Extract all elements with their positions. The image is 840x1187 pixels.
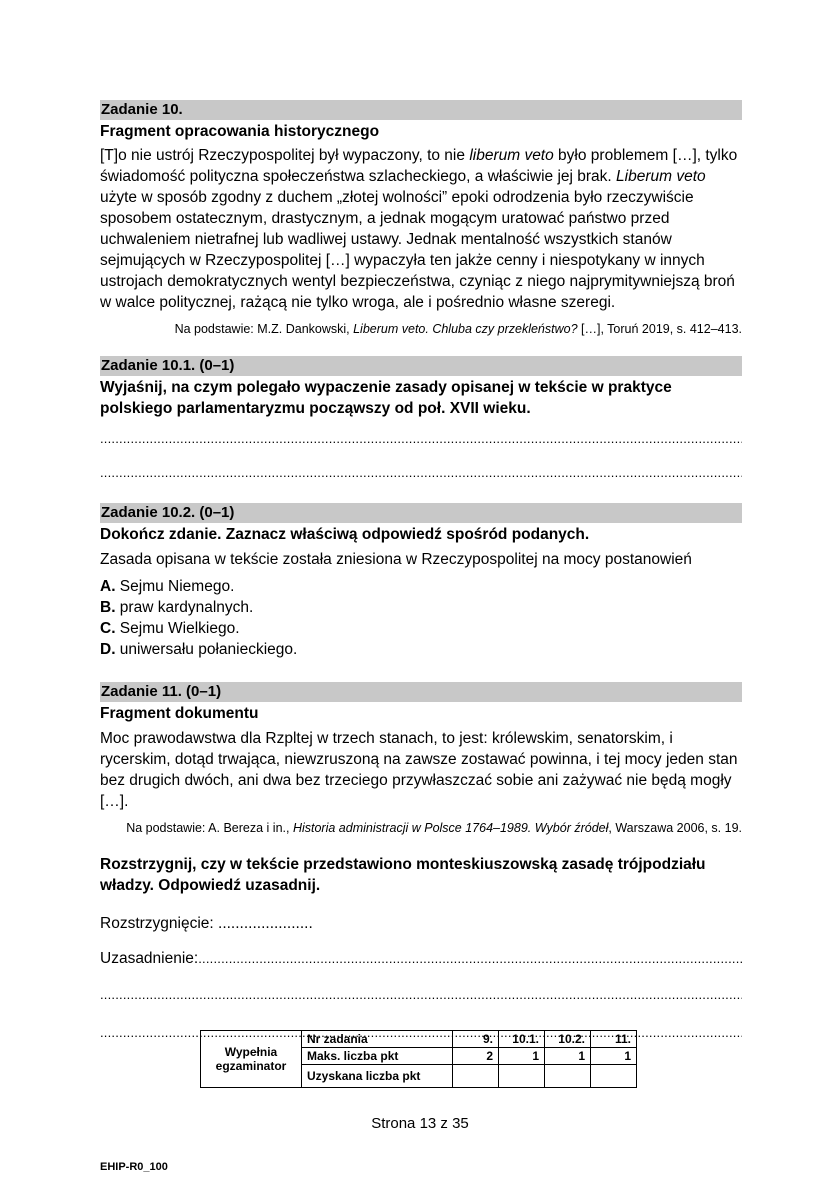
obtained-points-cell[interactable] (545, 1065, 591, 1088)
task10-2-header: Zadanie 10.2. (0–1) (100, 503, 742, 523)
max-points-cell: 2 (453, 1048, 499, 1065)
task10-italic-2: Liberum veto (616, 168, 706, 185)
task11-subtitle: Fragment dokumentu (100, 705, 259, 722)
task10-paragraph (100, 145, 742, 313)
obtained-points-cell[interactable] (499, 1065, 545, 1088)
answer-line[interactable] (100, 465, 742, 481)
task10-source-post: […], Toruń 2019, s. 412–413. (577, 322, 742, 336)
page-number: Strona 13 z 35 (371, 1115, 469, 1132)
answer-line[interactable] (100, 431, 742, 447)
task10-text-2: było problemem […], tylko świadomość polityczna społeczeństwa szlacheckiego, a właściwie jej brak. (100, 147, 738, 185)
task10-text-3: użyte w sposób zgodny z duchem „złotej wolności” epoki odrodzenia było rzeczywiście sposobem ostatecznym, drastycznym, a jednak mogącym uratować państwo przed uchwaleniem nietrafnej lub wadliwej ustawy. Jednak mentalność wszystkich stanów sejmujących w Rzeczypospolitej […] wypaczyła ten jakże cenny i niespotykany w innych ustrojach demokratycznych wentyl bezpieczeństwa, czyniąc z niego najprymitywniejszą broń w walce politycznej, rażącą nie tylko wroga, ale i pośrednio własne szeregi. (100, 189, 735, 311)
task10-subtitle: Fragment opracowania historycznego (100, 123, 380, 140)
task10-1-question: Wyjaśnij, na czym polegało wypaczenie zasady opisanej w tekście w praktyce polskiego parlamentaryzmu począwszy od poł. XVII wieku. (100, 379, 672, 417)
task11-question: Rozstrzygnij, czy w tekście przedstawiono monteskiuszowską zasadę trójpodziału władzy. Odpowiedź uzasadnij. (100, 856, 706, 894)
task11-source-pre: Na podstawie: A. Bereza i in., (126, 821, 293, 835)
obtained-points-cell[interactable] (591, 1065, 637, 1088)
task11-source (100, 820, 742, 836)
max-points-cell: 1 (545, 1048, 591, 1065)
task11-paragraph: Moc prawodawstwa dla Rzpltej w trzech stanach, to jest: królewskim, senatorskim, i rycerskim, dotąd trwająca, niewzruszoną na zawsze zostawać powinna, i tej mocy jeden stan bez drugich dwóch, ani dwa bez trzeciego przywłaszczać sobie ani zażywać nie będą mogły […]. (100, 730, 738, 810)
option-c[interactable]: C. Sejmu Wielkiego. (100, 620, 240, 637)
score-row-max-label: Maks. liczba pkt (302, 1048, 453, 1065)
justification-label: Uzasadnienie: (100, 950, 199, 967)
page-content (100, 100, 742, 1041)
score-table-side-label: Wypełnia egzaminator (201, 1031, 302, 1088)
task11-header: Zadanie 11. (0–1) (100, 682, 742, 702)
decision-label: Rozstrzygnięcie: (100, 915, 219, 932)
task10-source-title: Liberum veto. Chluba czy przekleństwo? (353, 322, 578, 336)
obtained-points-cell[interactable] (453, 1065, 499, 1088)
answer-line[interactable] (100, 987, 742, 1003)
task10-2-instruction: Dokończ zdanie. Zaznacz właściwą odpowiedź spośród podanych. (100, 526, 590, 543)
option-d[interactable]: D. uniwersału połanieckiego. (100, 641, 298, 658)
task-number-cell: 11. (591, 1031, 637, 1048)
task-number-cell: 10.2. (545, 1031, 591, 1048)
max-points-cell: 1 (591, 1048, 637, 1065)
decision-dots: ...................... (218, 915, 313, 932)
option-a[interactable]: A. Sejmu Niemego. (100, 578, 235, 595)
task10-1-header: Zadanie 10.1. (0–1) (100, 356, 742, 376)
task-number-cell: 9. (453, 1031, 499, 1048)
task10-source (100, 321, 742, 337)
exam-code: EHIP-R0_100 (100, 1161, 168, 1173)
justification-dots (198, 948, 742, 969)
max-points-cell: 1 (499, 1048, 545, 1065)
score-table (200, 1030, 637, 1088)
task10-source-pre: Na podstawie: M.Z. Dankowski, (174, 322, 354, 336)
task10-2-stem: Zasada opisana w tekście została zniesiona w Rzeczypospolitej na mocy postanowień (100, 551, 692, 568)
task11-source-title: Historia administracji w Polsce 1764–1989. Wybór źródeł (292, 821, 609, 835)
decision-line[interactable] (100, 913, 742, 934)
justification-line[interactable] (100, 948, 742, 969)
score-row-task-label: Nr zadania (302, 1031, 453, 1048)
option-b[interactable]: B. praw kardynalnych. (100, 599, 254, 616)
options-list (100, 576, 742, 660)
task10-italic-1: liberum veto (469, 147, 554, 164)
task11-source-post: , Warszawa 2006, s. 19. (608, 821, 742, 835)
task-number-cell: 10.1. (499, 1031, 545, 1048)
task10-header: Zadanie 10. (100, 100, 742, 120)
task10-text-1: [T]o nie ustrój Rzeczypospolitej był wypaczony, to nie (100, 147, 470, 164)
score-row-obtained-label: Uzyskana liczba pkt (302, 1065, 453, 1088)
